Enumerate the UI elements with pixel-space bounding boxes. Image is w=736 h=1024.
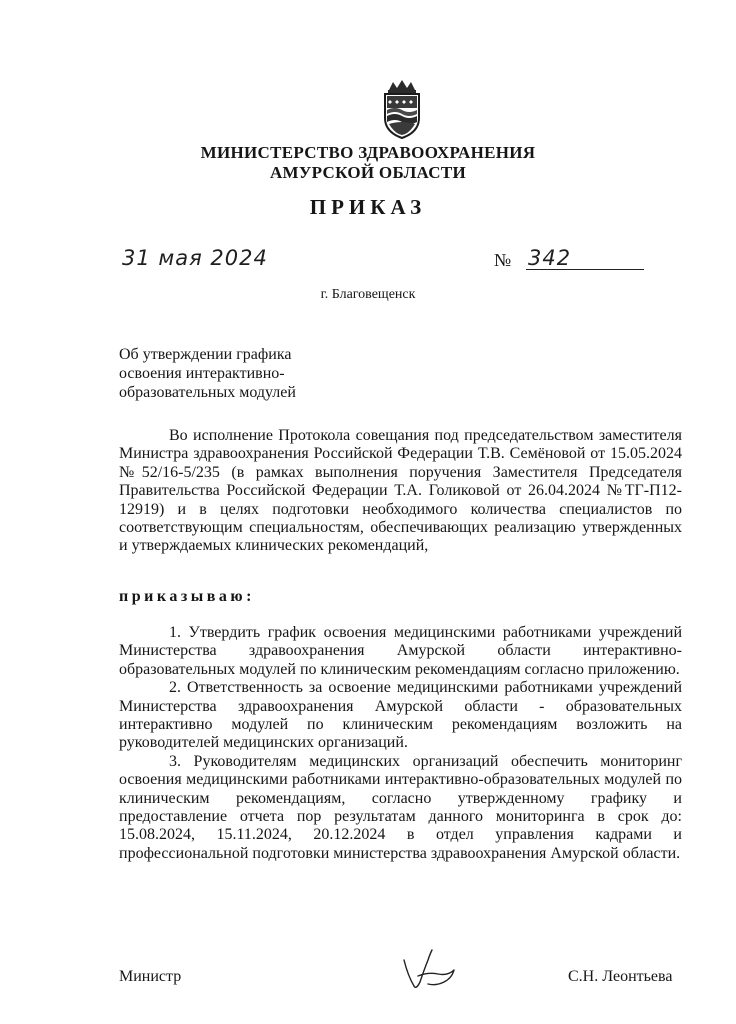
orders-word: приказываю: — [119, 588, 255, 605]
preamble-paragraph: Во исполнение Протокола совещания под председательством заместителя Министра здравоохранения Российской Федерации Т.В. Семёновой от 15.05.2024 №52/16-5/235 (в рамках выполнения поручения Заместителя Председателя Правительства Российской Федерации Т.А. Голиковой от 26.04.2024 №ТГ-П12-12919) и в целях подготовки необходимого количества специалистов по соответствующим специальностям, обеспечивающих реализацию утвержденных и утверждаемых клинических рекомендаций, — [119, 427, 682, 555]
subject-line: образовательных модулей — [119, 384, 296, 401]
handwritten-signature-icon — [398, 946, 458, 994]
order-item-3: 3. Руководителям медицинских организаций обеспечить мониторинг освоения медицинскими работниками интерактивно-образовательных модулей по клиническим рекомендациям, согласно утвержденному графику и предоставление отчета пор результатам данного мониторинга в срок до: 15.08.2024, 15.11.2024, 20.12.2024 в отдел управления кадрами и профессиональной подготовки министерства здравоохранения Амурской области. — [119, 752, 682, 862]
order-subject — [119, 345, 319, 402]
preamble — [119, 427, 682, 556]
signer-title: Министр — [119, 968, 182, 985]
order-item-2: 2. Ответственность за освоение медицинскими работниками учреждений Министерства здравоохранения Амурской области - образовательных интерактивно модулей по клиническим рекомендациям возложить на руководителей медицинских организаций. — [119, 679, 682, 752]
order-items — [119, 624, 682, 863]
order-number-label: № — [494, 250, 512, 270]
order-item-1: 1. Утвердить график освоения медицинскими работниками учреждений Министерства здравоохранения Амурской области интерактивно-образовательных модулей по клиническим рекомендациям согласно приложению. — [119, 624, 682, 678]
document-type-title: ПРИКАЗ — [309, 195, 427, 219]
order-number: 342 — [528, 246, 572, 270]
subject-line: освоения интерактивно- — [119, 365, 285, 382]
order-number-underline — [526, 269, 644, 270]
coat-of-arms-icon — [375, 78, 429, 140]
ministry-name-line1: МИНИСТЕРСТВО ЗДРАВООХРАНЕНИЯ — [200, 143, 536, 162]
city: г. Благовещенск — [320, 287, 416, 302]
subject-line: Об утверждении графика — [119, 346, 292, 363]
ministry-name-line2: АМУРСКОЙ ОБЛАСТИ — [269, 163, 467, 182]
signer-name: С.Н. Леонтьева — [568, 968, 673, 985]
order-date: 31 мая 2024 — [122, 246, 268, 270]
